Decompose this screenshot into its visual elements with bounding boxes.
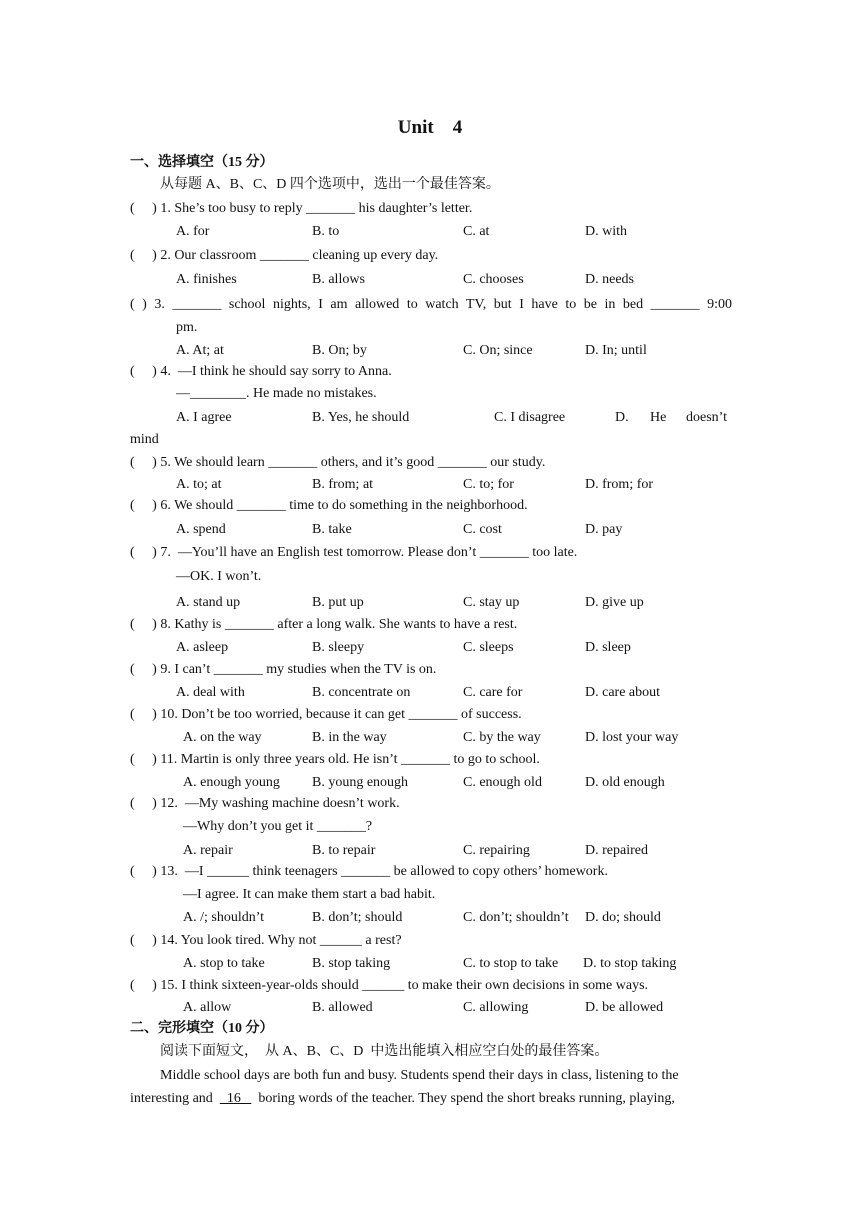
q4-option-d-part1: D. — [615, 410, 629, 425]
q7-option-b: B. put up — [312, 595, 364, 610]
q5-option-b: B. from; at — [312, 477, 374, 492]
q12-option-c: C. repairing — [463, 843, 530, 858]
q4-option-b: B. Yes, he should — [312, 410, 410, 425]
q6-option-b: B. take — [312, 522, 352, 537]
q14-option-c: C. to stop to take — [463, 956, 559, 971]
question-2-stem: ( ) 2. Our classroom _______ cleaning up every day. — [130, 248, 439, 263]
q10-option-c: C. by the way — [463, 730, 541, 745]
section-1-instruction: 从每题 A、B、C、D 四个选项中，选出一个最佳答案。 — [160, 177, 500, 192]
question-7-stem: ( ) 7. —You’ll have an English test tomorrow. Please don’t _______ too late. — [130, 545, 578, 560]
q10-option-d: D. lost your way — [585, 730, 679, 745]
q6-option-a: A. spend — [176, 522, 226, 537]
question-15-stem: ( ) 15. I think sixteen-year-olds should ______ to make their own decisions in some ways. — [130, 978, 649, 993]
q14-option-a: A. stop to take — [183, 956, 265, 971]
q14-option-d: D. to stop taking — [583, 956, 677, 971]
q3-option-b: B. On; by — [312, 343, 367, 358]
q15-option-c: C. allowing — [463, 1000, 529, 1015]
question-4-stem-cont: —________. He made no mistakes. — [176, 386, 377, 401]
question-7-stem-cont: —OK. I won’t. — [176, 569, 262, 584]
q15-option-a: A. allow — [183, 1000, 232, 1015]
q3-option-d: D. In; until — [585, 343, 647, 358]
q9-option-b: B. concentrate on — [312, 685, 411, 700]
q1-option-a: A. for — [176, 224, 210, 239]
q2-option-d: D. needs — [585, 272, 634, 287]
q10-option-b: B. in the way — [312, 730, 387, 745]
question-10-stem: ( ) 10. Don’t be too worried, because it can get _______ of success. — [130, 707, 522, 722]
q3-option-c: C. On; since — [463, 343, 533, 358]
q4-option-d-part3: doesn’t — [686, 410, 727, 425]
q6-option-c: C. cost — [463, 522, 502, 537]
q11-option-a: A. enough young — [183, 775, 280, 790]
question-12-stem: ( ) 12. —My washing machine doesn’t work. — [130, 796, 400, 811]
q4-option-d-part4: mind — [130, 432, 159, 447]
q11-option-d: D. old enough — [585, 775, 665, 790]
q12-option-d: D. repaired — [585, 843, 648, 858]
question-3-stem-cont: pm. — [176, 320, 198, 335]
question-3-stem: ( ) 3. _______ school nights, I am allowed to watch TV, but I have to be in bed _______ 9:00 — [130, 297, 732, 312]
q13-option-b: B. don’t; should — [312, 910, 403, 925]
question-13-stem-cont: —I agree. It can make them start a bad habit. — [183, 887, 436, 902]
q8-option-c: C. sleeps — [463, 640, 514, 655]
q8-option-a: A. asleep — [176, 640, 229, 655]
q4-option-c: C. I disagree — [494, 410, 566, 425]
q2-option-b: B. allows — [312, 272, 365, 287]
q14-option-b: B. stop taking — [312, 956, 391, 971]
q3-option-a: A. At; at — [176, 343, 224, 358]
q11-option-b: B. young enough — [312, 775, 409, 790]
q1-option-c: C. at — [463, 224, 490, 239]
q5-option-a: A. to; at — [176, 477, 222, 492]
q13-option-a: A. /; shouldn’t — [183, 910, 265, 925]
question-5-stem: ( ) 5. We should learn _______ others, and it’s good _______ our study. — [130, 455, 546, 470]
q1-option-d: D. with — [585, 224, 627, 239]
q9-option-d: D. care about — [585, 685, 661, 700]
question-6-stem: ( ) 6. We should _______ time to do something in the neighborhood. — [130, 498, 528, 513]
q7-option-a: A. stand up — [176, 595, 241, 610]
q9-option-c: C. care for — [463, 685, 523, 700]
question-12-stem-cont: —Why don’t you get it _______? — [183, 819, 373, 834]
passage-line-2-end: boring words of the teacher. They spend the short breaks running, playing, — [251, 1091, 675, 1106]
q4-option-a: A. I agree — [176, 410, 232, 425]
question-14-stem: ( ) 14. You look tired. Why not ______ a rest? — [130, 933, 402, 948]
q7-option-d: D. give up — [585, 595, 644, 610]
q6-option-d: D. pay — [585, 522, 623, 537]
q5-option-d: D. from; for — [585, 477, 654, 492]
q10-option-a: A. on the way — [183, 730, 262, 745]
passage-line-2 — [130, 1090, 675, 1108]
question-11-stem: ( ) 11. Martin is only three years old. He isn’t _______ to go to school. — [130, 752, 540, 767]
passage-line-2-start: interesting and — [130, 1091, 220, 1106]
passage-line-1: Middle school days are both fun and busy. Students spend their days in class, listening to the — [160, 1068, 679, 1083]
q12-option-b: B. to repair — [312, 843, 376, 858]
q11-option-c: C. enough old — [463, 775, 542, 790]
section-2-heading: 二、完形填空（10 分） — [130, 1021, 274, 1036]
q7-option-c: C. stay up — [463, 595, 520, 610]
question-8-stem: ( ) 8. Kathy is _______ after a long walk. She wants to have a rest. — [130, 617, 518, 632]
question-9-stem: ( ) 9. I can’t _______ my studies when the TV is on. — [130, 662, 437, 677]
section-2-instruction: 阅读下面短文， 从 A、B、C、D 中选出能填入相应空白处的最佳答案。 — [160, 1044, 609, 1059]
q2-option-a: A. finishes — [176, 272, 237, 287]
page-title: Unit 4 — [397, 117, 463, 138]
q15-option-b: B. allowed — [312, 1000, 373, 1015]
q1-option-b: B. to — [312, 224, 340, 239]
q13-option-d: D. do; should — [585, 910, 661, 925]
q13-option-c: C. don’t; shouldn’t — [463, 910, 569, 925]
q12-option-a: A. repair — [183, 843, 233, 858]
question-4-stem: ( ) 4. —I think he should say sorry to Anna. — [130, 364, 392, 379]
q8-option-d: D. sleep — [585, 640, 631, 655]
q9-option-a: A. deal with — [176, 685, 245, 700]
q5-option-c: C. to; for — [463, 477, 514, 492]
q2-option-c: C. chooses — [463, 272, 524, 287]
section-1-heading: 一、选择填空（15 分） — [130, 155, 274, 170]
question-13-stem: ( ) 13. —I ______ think teenagers _______ be allowed to copy others’ homework. — [130, 864, 608, 879]
question-1-stem: ( ) 1. She’s too busy to reply _______ his daughter’s letter. — [130, 201, 473, 216]
q4-option-d-part2: He — [650, 410, 667, 425]
blank-16: 16 — [219, 1091, 252, 1106]
q15-option-d: D. be allowed — [585, 1000, 664, 1015]
q8-option-b: B. sleepy — [312, 640, 365, 655]
